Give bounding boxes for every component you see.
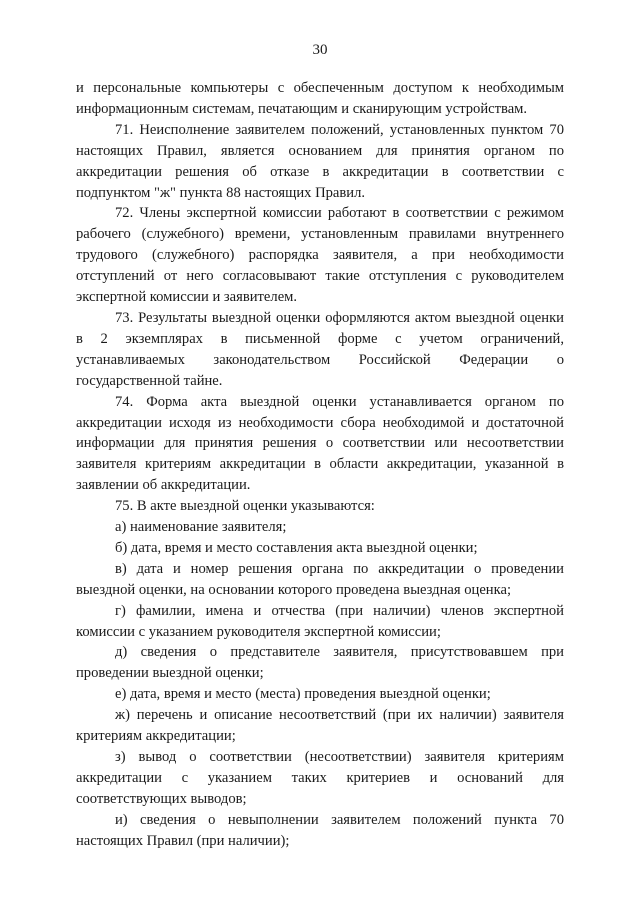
paragraph-75: 75. В акте выездной оценки указываются: xyxy=(115,498,375,515)
document-body xyxy=(76,78,564,852)
paragraph-72: 72. Члены экспертной комиссии работают в соответствии с режимом рабочего (служебного) времени, установленным правилами внутреннего трудового (служебного) распорядка заявителя, а при необходимости отступлений от него согласовывают такие отступления с руководителем экспертной комиссии и заявителем. xyxy=(76,205,564,306)
list-item-d: д) сведения о представителе заявителя, присутствовавшем при проведении выездной оценки; xyxy=(76,644,564,682)
list-item-g: г) фамилии, имена и отчества (при наличии) членов экспертной комиссии с указанием руководителя экспертной комиссии; xyxy=(76,602,564,640)
paragraph-73: 73. Результаты выездной оценки оформляются актом выездной оценки в 2 экземплярах в письменной форме с учетом ограничений, устанавливаемых законодательством Российской Федерации о государственной тайне. xyxy=(76,309,564,389)
list-item-v: в) дата и номер решения органа по аккредитации о проведении выездной оценки, на основании которого проведена выездная оценка; xyxy=(76,560,564,598)
list-item-zh: ж) перечень и описание несоответствий (при их наличии) заявителя критериям аккредитации; xyxy=(76,707,564,745)
paragraph-continuation: и персональные компьютеры с обеспеченным доступом к необходимым информационным системам, печатающим и сканирующим устройствам. xyxy=(76,80,564,117)
list-item-i: и) сведения о невыполнении заявителем положений пункта 70 настоящих Правил (при наличии); xyxy=(76,811,564,849)
list-item-e: е) дата, время и место (места) проведения выездной оценки; xyxy=(115,686,491,703)
paragraph-74: 74. Форма акта выездной оценки устанавливается органом по аккредитации исходя из необходимости сбора необходимой и достаточной информации для принятия решения о соответствии или несоответствии заявителя критериям аккредитации в области аккредитации, указанной в заявлении об аккредитации. xyxy=(76,393,564,494)
list-item-z: з) вывод о соответствии (несоответствии) заявителя критериям аккредитации с указанием таких критериев и оснований для соответствующих выводов; xyxy=(76,749,564,807)
list-item-b: б) дата, время и место составления акта выездной оценки; xyxy=(115,539,478,556)
paragraph-71: 71. Неисполнение заявителем положений, установленных пунктом 70 настоящих Правил, является основанием для принятия органом по аккредитации решения об отказе в аккредитации в соответствии с подпунктом "ж" пункта 88 настоящих Правил. xyxy=(76,121,564,201)
list-item-a: а) наименование заявителя; xyxy=(115,519,287,536)
page-number: 30 xyxy=(312,42,328,58)
